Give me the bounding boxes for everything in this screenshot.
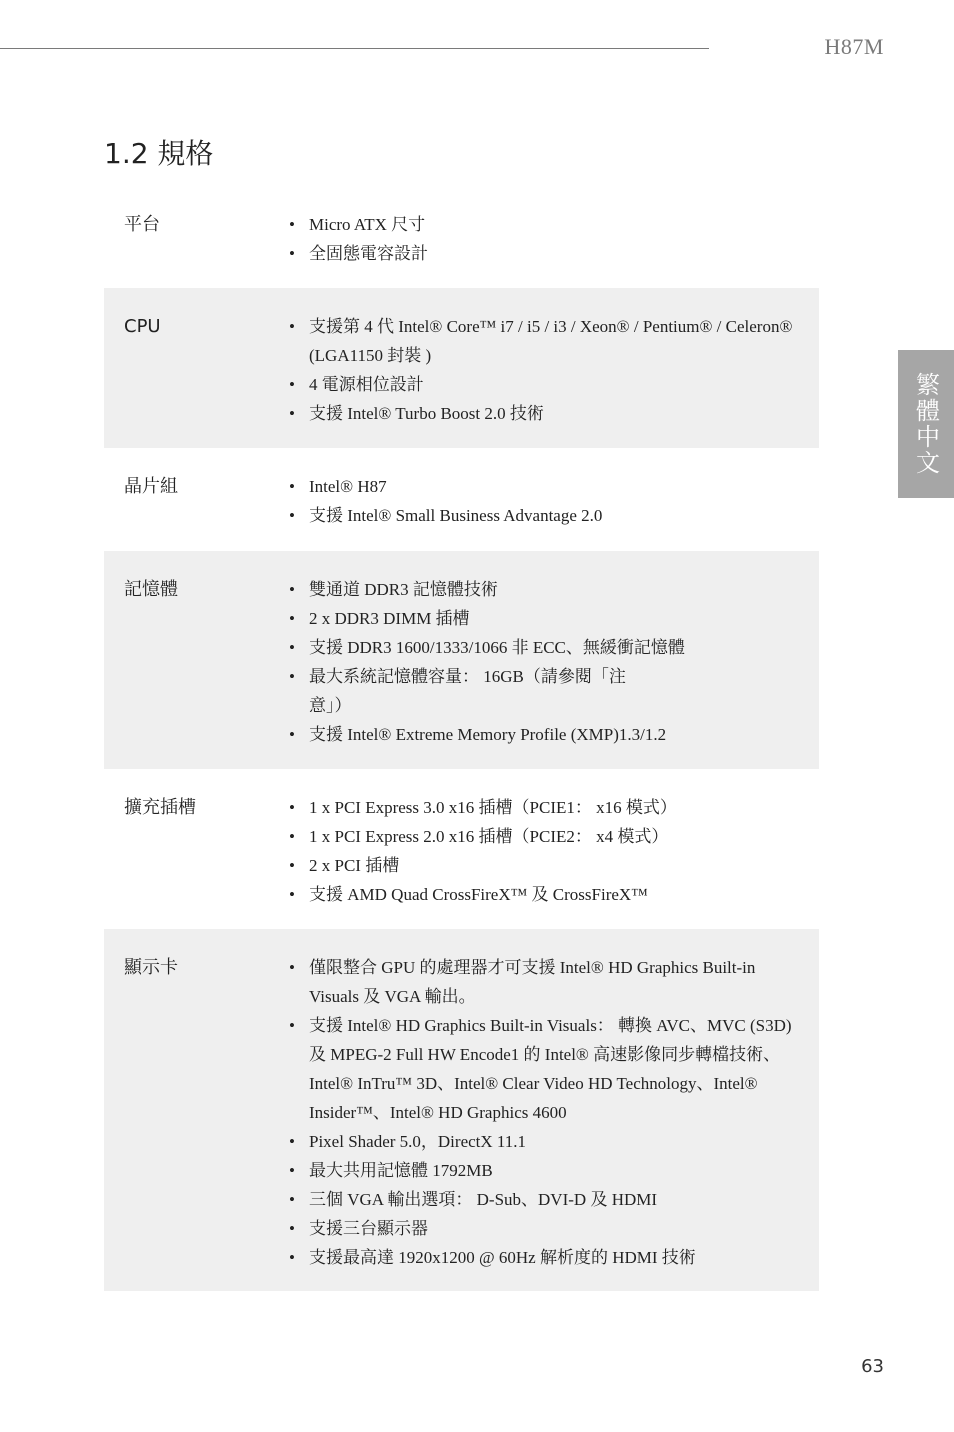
spec-list	[289, 793, 819, 911]
spec-label: 顯示卡	[124, 957, 178, 978]
spec-item: • 4 電源相位設計	[289, 370, 819, 399]
spec-item: • 支援 Intel® HD Graphics Built-in Visuals： 轉換 AVC、MVC (S3D) 及 MPEG-2 Full HW Encode1 的 Intel® 高速影像同步轉檔技術、Intel® InTru™ 3D、Intel® Clear Video HD Technology、Intel® Insider™、Intel® HD Graphics 4600	[289, 1011, 799, 1127]
spec-item: • 最大系統記憶體容量： 16GB（請參閱「注意」）	[289, 662, 819, 720]
spec-item: • 支援三台顯示器	[289, 1214, 799, 1243]
spec-item: • 支援 Intel® Extreme Memory Profile (XMP)1.3/1.2	[289, 720, 819, 749]
spec-label: 晶片組	[124, 476, 178, 497]
spec-label: 平台	[124, 214, 160, 235]
spec-list	[289, 210, 819, 270]
spec-list	[289, 575, 819, 751]
spec-item: • Pixel Shader 5.0，DirectX 11.1	[289, 1127, 799, 1156]
spec-label: 擴充插槽	[124, 797, 196, 818]
spec-list	[289, 472, 819, 533]
model-name: H87M	[824, 34, 884, 59]
spec-item: • 支援最高達 1920x1200 @ 60Hz 解析度的 HDMI 技術	[289, 1243, 799, 1272]
spec-item: • Micro ATX 尺寸	[289, 210, 819, 239]
spec-list	[289, 312, 819, 430]
spec-item: • 2 x PCI 插槽	[289, 851, 819, 880]
spec-item: • 支援 Intel® Turbo Boost 2.0 技術	[289, 399, 819, 428]
spec-item: • 支援第 4 代 Intel® Core™ i7 / i5 / i3 / Xeon® / Pentium® / Celeron® (LGA1150 封裝 )	[289, 312, 819, 370]
spec-item: • 雙通道 DDR3 記憶體技術	[289, 575, 819, 604]
spec-row-memory	[104, 551, 819, 769]
spec-row-platform	[104, 192, 819, 288]
spec-item: • 僅限整合 GPU 的處理器才可支援 Intel® HD Graphics Built-in Visuals 及 VGA 輸出。	[289, 953, 799, 1011]
spec-list	[289, 953, 819, 1273]
spec-item: • 1 x PCI Express 2.0 x16 插槽（PCIE2： x4 模式）	[289, 822, 819, 851]
page-number: 63	[861, 1356, 884, 1377]
spec-item: • 支援 DDR3 1600/1333/1066 非 ECC、無緩衝記憶體	[289, 633, 819, 662]
spec-item: • 全固態電容設計	[289, 239, 819, 268]
spec-item: • 最大共用記憶體 1792MB	[289, 1156, 799, 1185]
language-tab-label: 繁體中文	[911, 372, 940, 476]
spec-item: • 支援 AMD Quad CrossFireX™ 及 CrossFireX™	[289, 880, 819, 909]
spec-label: CPU	[124, 316, 161, 337]
spec-label: 記憶體	[124, 579, 178, 600]
spec-row-chipset	[104, 448, 819, 551]
spec-row-cpu	[104, 288, 819, 448]
spec-item: • 1 x PCI Express 3.0 x16 插槽（PCIE1： x16 模式）	[289, 793, 819, 822]
spec-row-expansion	[104, 769, 819, 929]
spec-item: • 三個 VGA 輸出選項： D-Sub、DVI-D 及 HDMI	[289, 1185, 799, 1214]
section-title: 1.2 規格	[104, 137, 214, 170]
spec-item: • Intel® H87	[289, 472, 819, 501]
spec-item: • 2 x DDR3 DIMM 插槽	[289, 604, 819, 633]
spec-item: • 支援 Intel® Small Business Advantage 2.0	[289, 501, 819, 530]
header-rule	[0, 48, 709, 49]
spec-table	[104, 192, 819, 1291]
spec-row-graphics	[104, 929, 819, 1291]
language-tab	[898, 350, 954, 498]
